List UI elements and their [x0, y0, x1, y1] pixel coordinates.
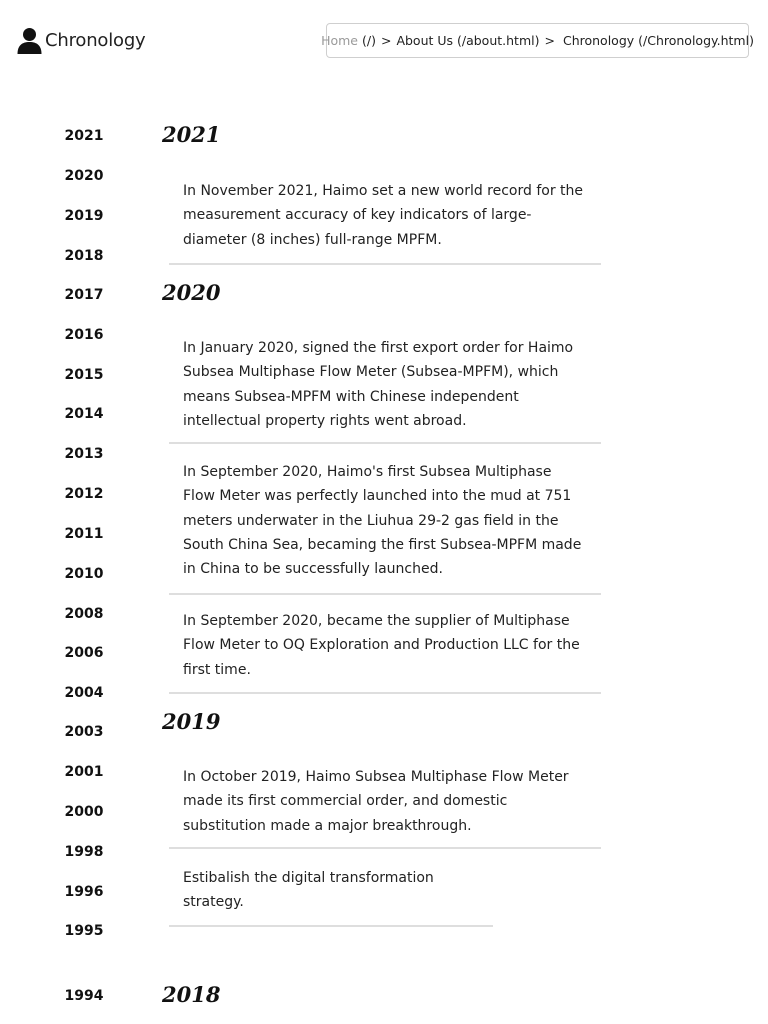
timeline-event — [169, 336, 601, 444]
year-heading-2021: 2021 — [162, 122, 221, 147]
timeline-event — [169, 609, 601, 694]
event-text: In October 2019, Haimo Subsea Multiphase Flow Meter made its first commercial order, and domestic substitution made a major breakthrough. — [183, 769, 569, 834]
breadcrumb-home-path: (/) — [361, 33, 376, 48]
breadcrumb-separator: > — [380, 33, 392, 48]
year-nav-2020[interactable]: 2020 — [64, 168, 104, 184]
event-text: Estibalish the digital transformation strategy. — [183, 870, 434, 911]
year-nav-1994[interactable]: 1994 — [64, 988, 104, 1004]
year-nav-2016[interactable]: 2016 — [64, 327, 104, 343]
year-nav-2003[interactable]: 2003 — [64, 724, 104, 740]
year-nav-2021[interactable]: 2021 — [64, 128, 104, 144]
page-title-text: Chronology — [45, 30, 146, 51]
event-text: In September 2020, became the supplier of Multiphase Flow Meter to OQ Exploration and Production LLC for the first time. — [183, 613, 580, 678]
year-nav-2012[interactable]: 2012 — [64, 486, 104, 502]
year-nav-2011[interactable]: 2011 — [64, 526, 104, 542]
breadcrumb-home-link[interactable]: Home — [321, 33, 358, 48]
year-nav-2013[interactable]: 2013 — [64, 446, 104, 462]
timeline-event — [169, 866, 493, 927]
year-nav-2004[interactable]: 2004 — [64, 685, 104, 701]
year-nav-2015[interactable]: 2015 — [64, 367, 104, 383]
year-nav-2018[interactable]: 2018 — [64, 248, 104, 264]
timeline-event — [169, 765, 601, 849]
year-nav-2008[interactable]: 2008 — [64, 606, 104, 622]
event-text: In September 2020, Haimo's first Subsea Multiphase Flow Meter was perfectly launched into the mud at 751 meters underwater in the Liuhua 29-2 gas field in the South China Sea, becaming the first Subsea-MPFM made in China to be successfully launched. — [183, 464, 582, 578]
event-text: In January 2020, signed the first export order for Haimo Subsea Multiphase Flow Meter (Subsea-MPFM), which means Subsea-MPFM with Chinese independent intellectual property rights went abroad. — [183, 340, 574, 429]
breadcrumb-current[interactable]: Chronology (/Chronology.html) — [562, 33, 754, 48]
page-header — [0, 0, 768, 84]
page-title — [17, 27, 146, 54]
breadcrumb — [321, 23, 754, 58]
year-nav-2017[interactable]: 2017 — [64, 287, 104, 303]
year-heading-2018: 2018 — [162, 982, 221, 1007]
breadcrumb-separator: > — [544, 33, 555, 48]
year-nav-1998[interactable]: 1998 — [64, 844, 104, 860]
year-nav-2006[interactable]: 2006 — [64, 645, 104, 661]
year-nav-1996[interactable]: 1996 — [64, 884, 104, 900]
user-icon — [17, 27, 42, 54]
year-nav-2000[interactable]: 2000 — [64, 804, 104, 820]
year-nav-2014[interactable]: 2014 — [64, 406, 104, 422]
timeline-event — [169, 179, 601, 265]
breadcrumb-about-link[interactable]: About Us (/about.html) — [396, 33, 540, 48]
year-heading-2020: 2020 — [162, 280, 221, 305]
event-text: In November 2021, Haimo set a new world record for the measurement accuracy of key indicators of large-diameter (8 inches) full-range MPFM. — [183, 183, 584, 248]
year-nav-2019[interactable]: 2019 — [64, 208, 104, 224]
year-nav-1995[interactable]: 1995 — [64, 923, 104, 939]
timeline-event — [169, 460, 601, 595]
year-nav-2001[interactable]: 2001 — [64, 764, 104, 780]
year-heading-2019: 2019 — [162, 709, 221, 734]
year-nav-2010[interactable]: 2010 — [64, 566, 104, 582]
